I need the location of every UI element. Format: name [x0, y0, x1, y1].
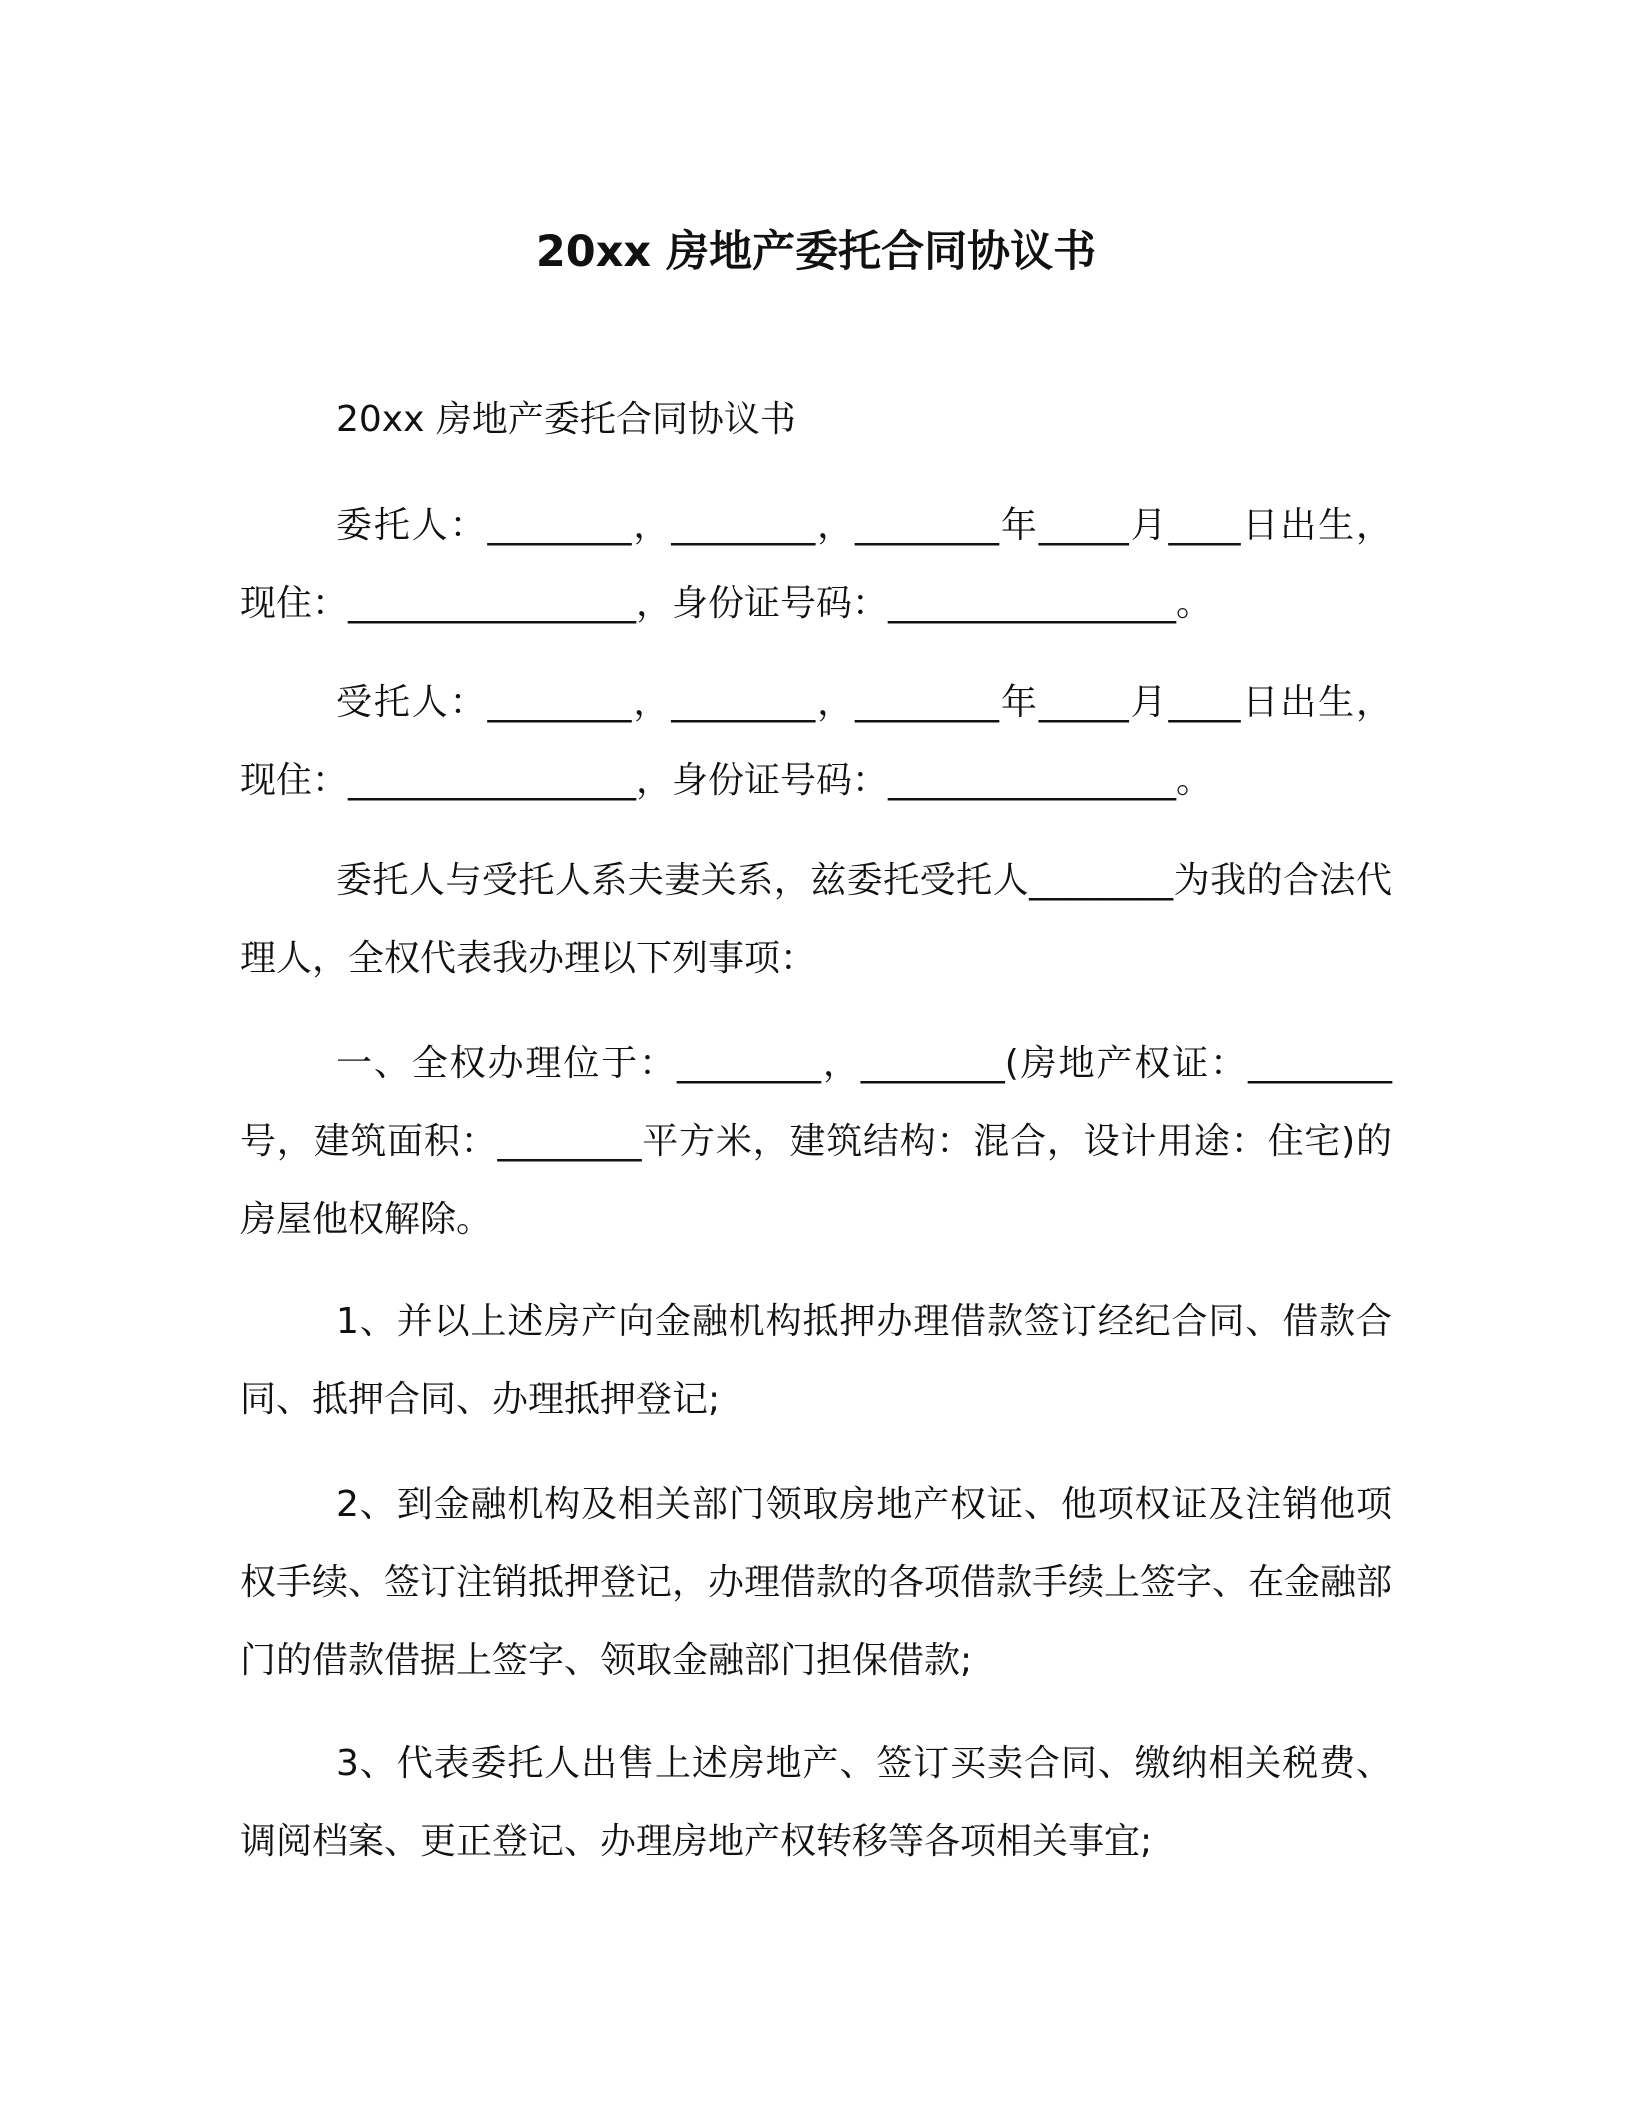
paragraph-item-one: [240, 1025, 1392, 1259]
paragraph-text: 委托人：________，________，________年_____月____日出生，现住：________________，身份证号码：________________。: [240, 505, 1392, 624]
paragraph-text: 3、代表委托人出售上述房地产、签订买卖合同、缴纳相关税费、调阅档案、更正登记、办理房地产权转移等各项相关事宜;: [240, 1743, 1392, 1862]
paragraph-text: 一、全权办理位于：________，________(房地产权证：________号，建筑面积：________平方米，建筑结构：混合，设计用途：住宅)的房屋他权解除。: [240, 1043, 1392, 1240]
paragraph-item-1: [240, 1283, 1392, 1439]
paragraph-relationship: [240, 842, 1392, 998]
document-subtitle: 20xx 房地产委托合同协议书: [336, 399, 796, 440]
paragraph-item-3: [240, 1725, 1392, 1881]
paragraph-agent: [240, 664, 1392, 820]
paragraph-text: 委托人与受托人系夫妻关系，兹委托受托人________为我的合法代理人，全权代表我办理以下列事项：: [240, 860, 1392, 979]
paragraph-principal: [240, 487, 1392, 643]
paragraph-text: 1、并以上述房产向金融机构抵押办理借款签订经纪合同、借款合同、抵押合同、办理抵押登记;: [240, 1301, 1392, 1420]
paragraph-text: 受托人：________，________，________年_____月____日出生，现住：________________，身份证号码：________________。: [240, 682, 1392, 801]
paragraph-text: 2、到金融机构及相关部门领取房地产权证、他项权证及注销他项权手续、签订注销抵押登记，办理借款的各项借款手续上签字、在金融部门的借款借据上签字、领取金融部门担保借款;: [240, 1484, 1393, 1681]
paragraph-item-2: [240, 1466, 1392, 1700]
document-title: 20xx 房地产委托合同协议书: [535, 227, 1097, 277]
